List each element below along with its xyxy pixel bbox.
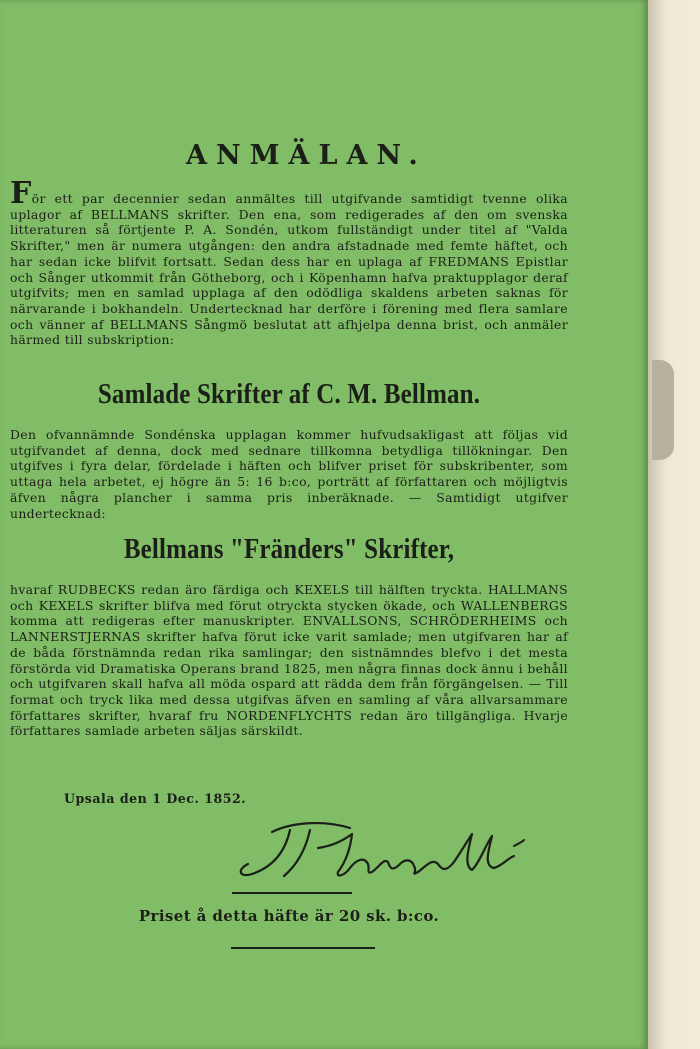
handwritten-signature [232,818,532,888]
announcement-heading: ANMÄLAN. [186,140,427,171]
edition-paragraph: Den ofvannämnde Sondénska upplagan kommer hufvudsakligast att följas vid utgifvandet af denna, dock med sednare tillkomna betydliga tillökningar. Den utgifves i fyra delar, fördelade i häften och blifver priset för subskribenter, som uttaga hela arbetet, ej högre än 5: 16 b:co, porträtt af författaren och möjligtvis äfven några plancher i samma pris inberäknade. — Samtidigt utgifver undertecknad: [10,427,568,521]
dropcap-letter: F [10,176,32,211]
authors-paragraph: hvaraf RUDBECKS redan äro färdiga och KEXELS till hälften tryckta. HALLMANS och KEXELS skrifter blifva med förut otryckta stycken ökade, och WALLENBERGS komma att redigeras efter manuskripter. ENVALLSONS, SCHRÖDERHEIMS och LANNERSTJERNAS skrifter hafva förut icke varit samlade; men utgifvaren har af de båda förstnämnda redan rika samlingar; den sistnämndes blefvo i det mesta förstörda vid Dramatiska Operans brand 1825, men några finnas dock ännu i behåll och utgifvaren skall hafva all möda ospard att rädda dem från förgängelsen. — Till format och tryck lika med dessa utgifvas äfven en samling af våra allvarsammare författares skrifter, hvaraf fru NORDENFLYCHTS redan äro tillgängliga. Hvarje författares samlade arbeten säljas särskildt. [10,582,568,739]
page-tear [652,360,674,460]
intro-paragraph [10,176,568,348]
intro-text: ör ett par decennier sedan anmältes till utgifvande samtidigt tvenne olika uplagor af BELLMANS skrifter. Den ena, som redigerades af den om svenska litteraturen så förtjente P. A. Sondén, utkom fullständigt under titel af "Valda Skrifter," men är numera utgången: den andra afstadnade med femte häftet, och har sedan icke blifvit fortsatt. Sedan dess har en uplaga af FREDMANS Epistlar och Sånger utkommit från Götheborg, och i Köpenhamn hafva praktupplagor deraf utgifvits; men en samlad upplaga af den odödliga skaldens arbeten saknas för närvarande i bokhandeln. Undertecknad har derföre i förening med flera samlare och vänner af BELLMANS Sångmö beslutat att afhjelpa denna brist, och anmäler härmed till subskription: [10,191,568,348]
divider-bottom [231,947,375,949]
book-page-edge [648,0,700,1049]
price-notice: Priset å detta häfte är 20 sk. b:co. [138,907,440,925]
divider-top [232,892,352,894]
place-date: Upsala den 1 Dec. 1852. [64,791,247,806]
kinsmen-writings-title: Bellmans "Fränders" Skrifter, [123,533,455,565]
collected-writings-title: Samlade Skrifter af C. M. Bellman. [97,378,481,410]
